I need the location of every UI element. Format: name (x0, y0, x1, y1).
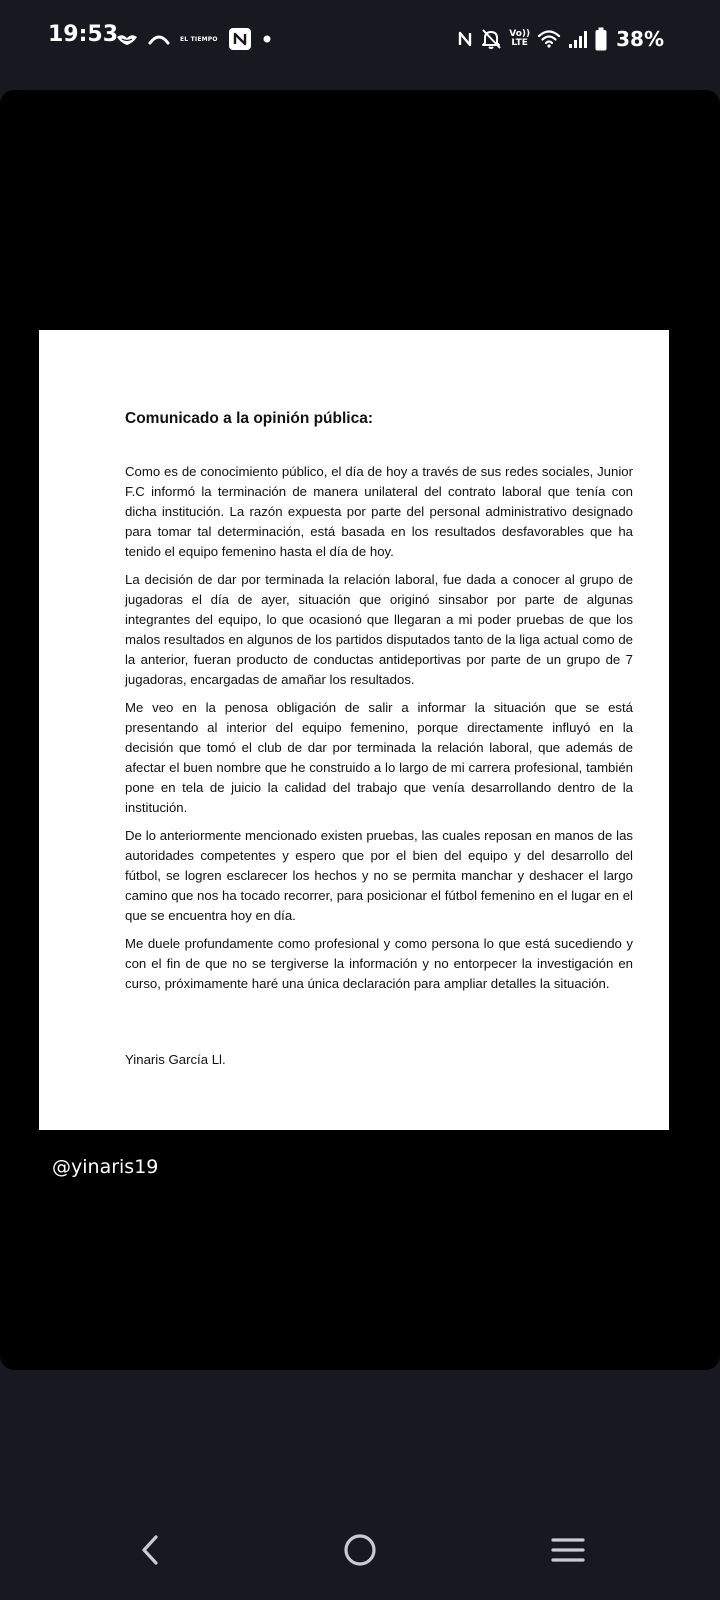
statement-document (39, 330, 669, 1130)
nfc-app-icon (228, 27, 252, 51)
battery-percentage: 38% (616, 27, 664, 51)
home-icon (342, 1532, 378, 1573)
document-paragraph: La decisión de dar por terminada la relación laboral, fue dada a conocer al grupo de jugadoras el día de ayer, situación que originó sinsabor por parte de algunas integrantes del equipo, lo que ocasionó que llegaran a mi poder pruebas de que los malos resultados en algunos de los partidos disputados tanto de la liga actual como de la anterior, fueran producto de conductas antideportivas por parte de un grupo de 7 jugadoras, encargadas de amañar los resultados. (125, 572, 633, 687)
missed-call-icon (148, 32, 170, 46)
navigation-bar (0, 1500, 720, 1600)
recents-button[interactable] (538, 1528, 598, 1576)
signal-icon (568, 30, 588, 48)
news-app-icon: EL TIEMPO (180, 35, 218, 43)
document-signature: Yinaris García Ll. (125, 1052, 226, 1067)
document-paragraph: Me veo en la penosa obligación de salir a informar la situación que se está presentando al interior del equipo femenino, porque directamente influyó en la decisión que tomó el club de dar por terminada la relación laboral, que además de afectar el buen nombre que he construido a lo largo de mi carrera profesional, también pone en tela de juicio la calidad del trabajo que venía desarrollando dentro de la institución. (125, 700, 633, 815)
home-button[interactable] (330, 1528, 390, 1576)
volte-bottom-label: LTE (511, 38, 528, 48)
image-viewer[interactable] (0, 90, 720, 1370)
recents-icon (550, 1535, 586, 1570)
system-icons (457, 24, 664, 54)
document-paragraph: De lo anteriormente mencionado existen pruebas, las cuales reposan en manos de las autoridades competentes y espero que por el bien del equipo y del desarrollo del fútbol, se logren esclarecer los hechos y no se permita manchar y deshacer el largo camino que nos ha tocado recorrer, para posicionar el fútbol femenino en el lugar en el que se encuentra hoy en día. (125, 828, 633, 923)
back-button[interactable] (120, 1528, 180, 1576)
dot-icon (262, 34, 272, 44)
document-body (125, 462, 633, 1002)
author-username[interactable]: @yinaris19 (52, 1156, 159, 1178)
volte-icon (509, 30, 530, 48)
messenger-bird-icon (116, 31, 138, 47)
status-bar (0, 0, 720, 78)
mute-icon (480, 28, 502, 50)
volte-top-label: Vo)) (509, 29, 531, 39)
battery-icon (595, 27, 607, 51)
notification-icons (116, 25, 272, 53)
document-paragraph: Me duele profundamente como profesional y como persona lo que está sucediendo y con el fin de que no se tergiverse la información y no entorpecer la investigación en curso, próximamente haré una única declaración para ampliar detalles la situación. (125, 936, 633, 991)
back-icon (138, 1534, 162, 1571)
nfc-icon (457, 29, 473, 49)
document-title: Comunicado a la opinión pública: (125, 410, 374, 427)
document-paragraph: Como es de conocimiento público, el día de hoy a través de sus redes sociales, Junior F.C informó la terminación de manera unilateral del contrato laboral que tenía con dicha institución. La razón expuesta por parte del personal administrativo designado para tomar tal determinación, está basada en los resultados desfavorables que ha tenido el equipo femenino hasta el día de hoy. (125, 464, 633, 559)
wifi-icon (537, 29, 561, 49)
status-time: 19:53 (48, 22, 119, 47)
